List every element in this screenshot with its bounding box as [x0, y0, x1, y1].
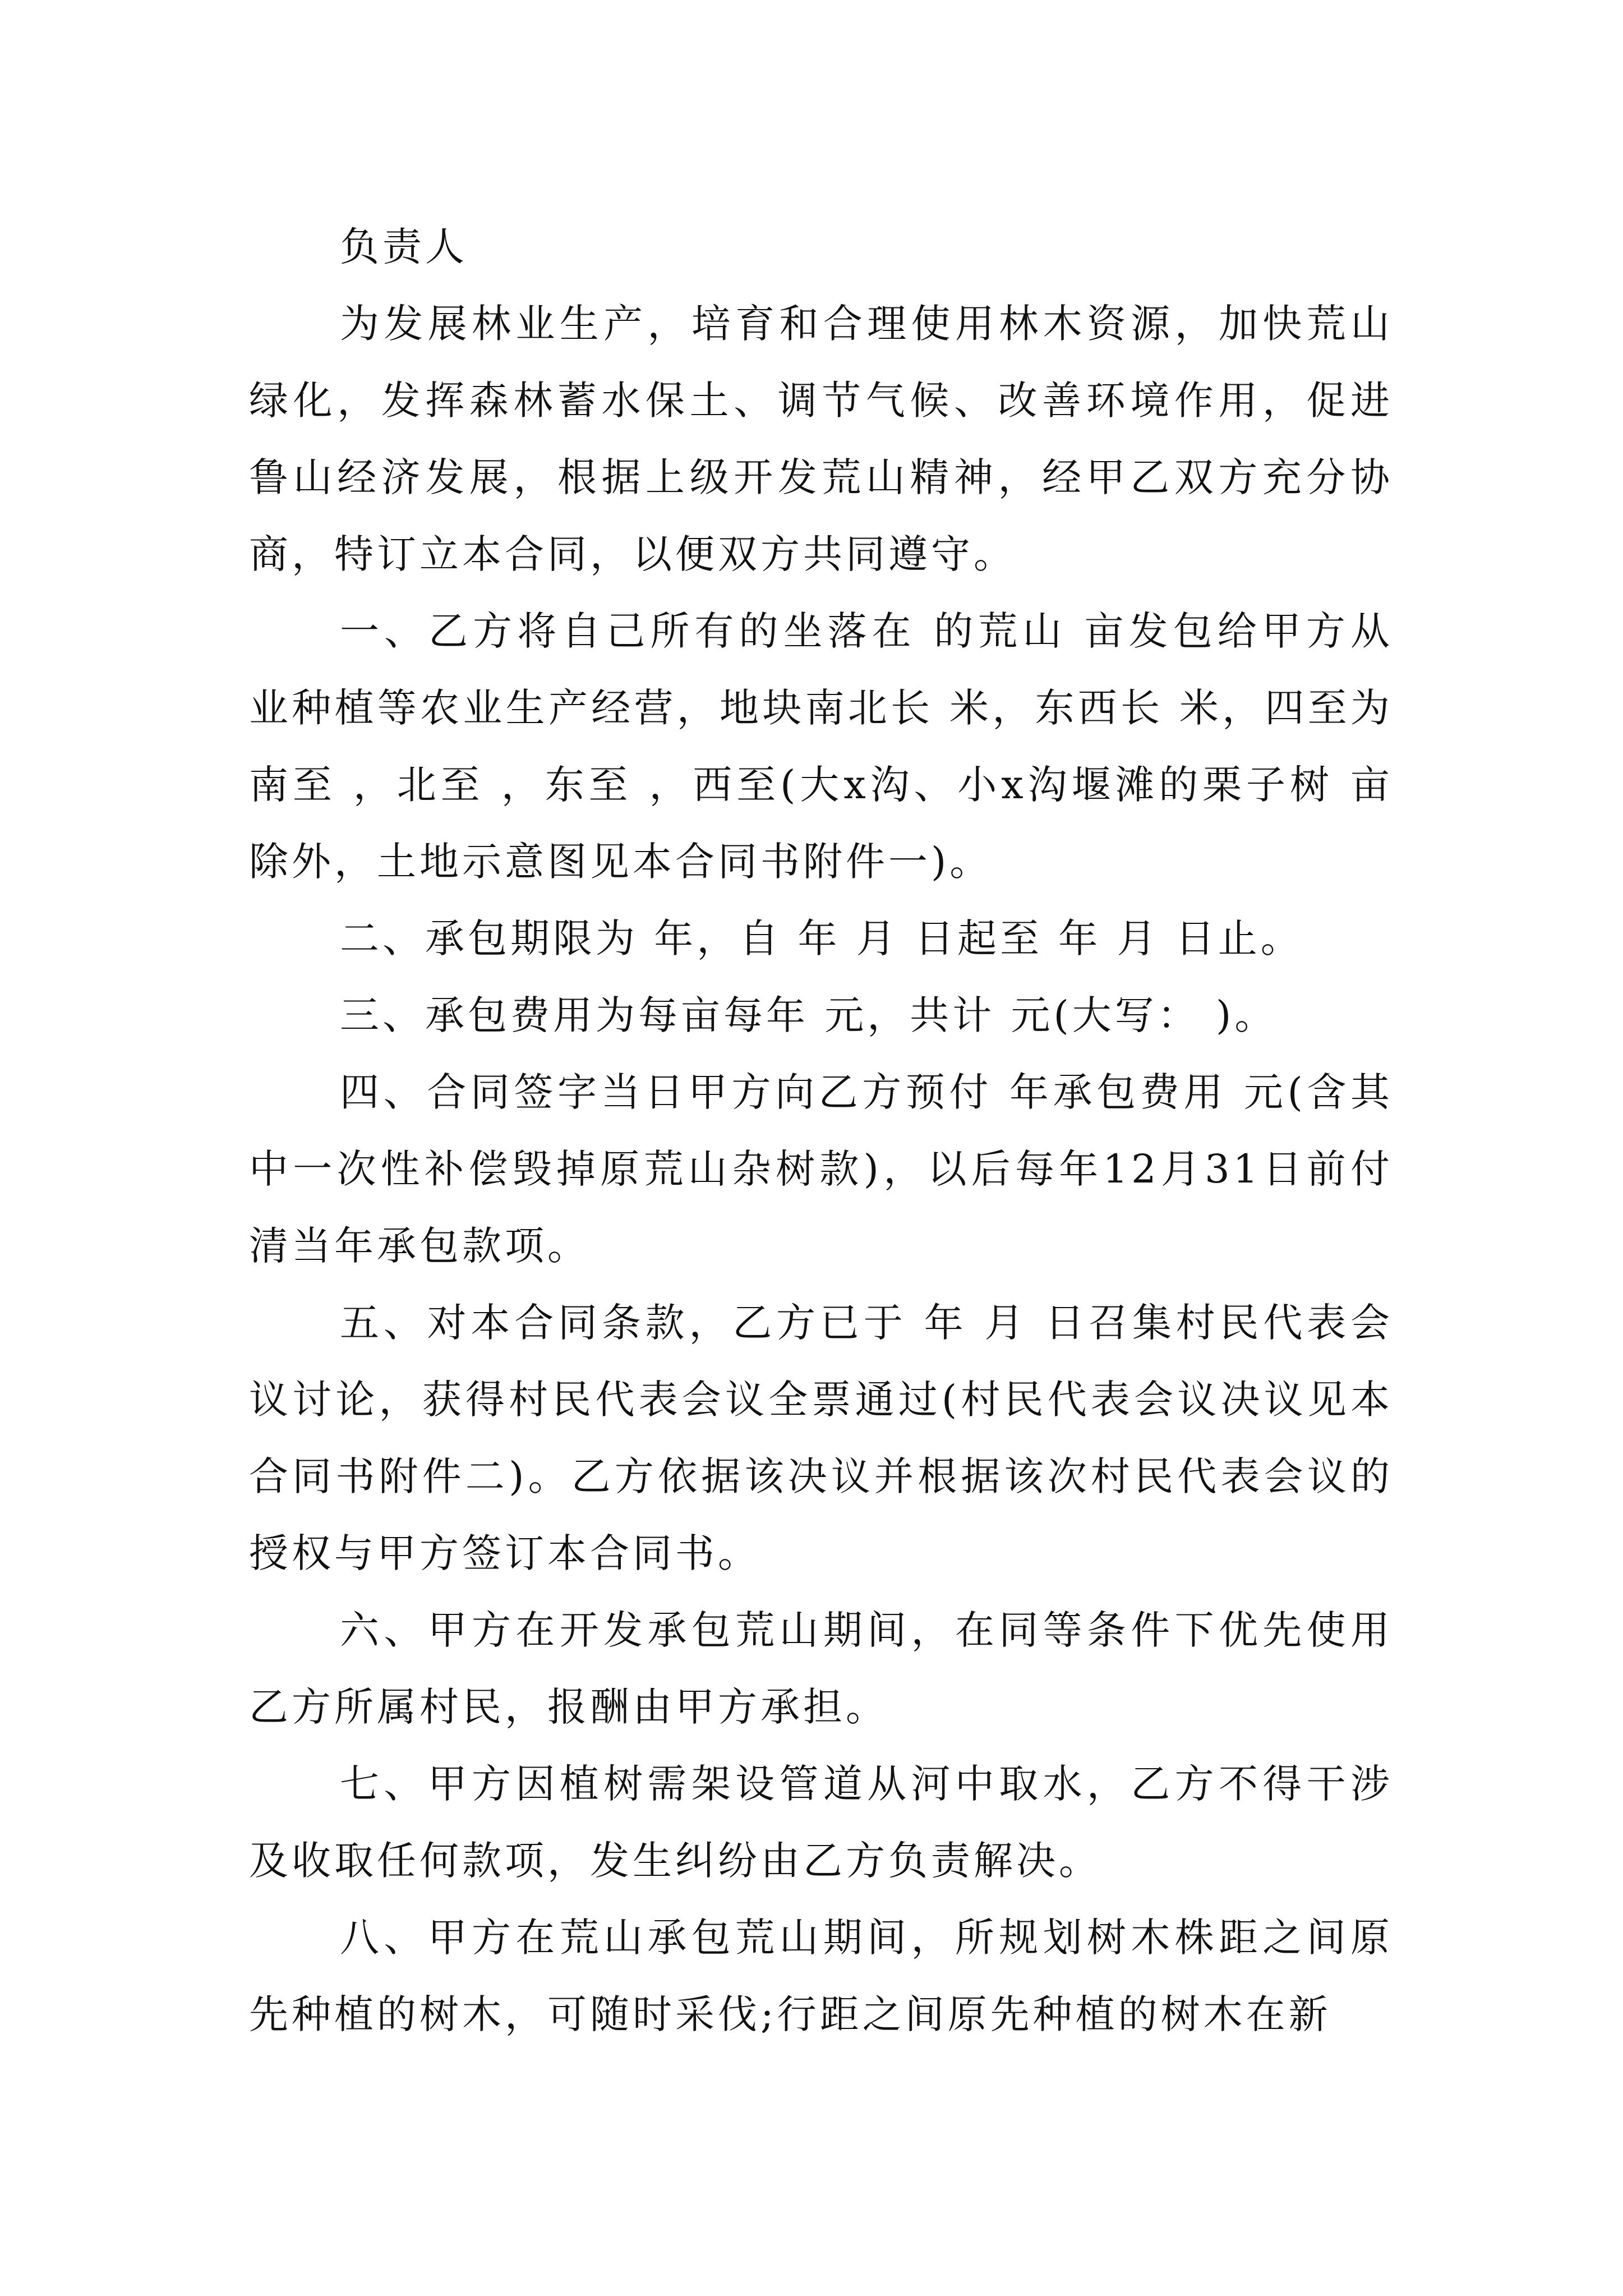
paragraph-clause-4: 四、合同签字当日甲方向乙方预付 年承包费用 元(含其中一次性补偿毁掉原荒山杂树款)，以后每年12月31日前付清当年承包款项。 — [249, 1069, 1393, 1269]
paragraph-clause-3: 三、承包费用为每亩每年 元，共计 元(大写： )。 — [340, 992, 1278, 1038]
paragraph-clause-1: 一、乙方将自己所有的坐落在 的荒山 亩发包给甲方从业种植等农业生产经营，地块南北长 米，东西长 米，四至为南至 ，北至 ，东至 ，西至(大x沟、小x沟堰滩的栗子树 亩除外，土地示意图见本合同书附件一)。 — [249, 608, 1393, 885]
document-body — [249, 209, 1393, 2053]
paragraph-clause-8: 八、甲方在荒山承包荒山期间，所规划树木株距之间原先种植的树木，可随时采伐;行距之间原先种植的树木在新 — [249, 1915, 1393, 2037]
paragraph-clause-7: 七、甲方因植树需架设管道从河中取水，乙方不得干涉及收取任何款项，发生纠纷由乙方负责解决。 — [249, 1761, 1393, 1884]
paragraph-clause-2: 二、承包期限为 年，自 年 月 日起至 年 月 日止。 — [340, 915, 1303, 961]
paragraph-preamble: 为发展林业生产，培育和合理使用林木资源，加快荒山绿化，发挥森林蓄水保土、调节气候、改善环境作用，促进鲁山经济发展，根据上级开发荒山精神，经甲乙双方充分协商，特订立本合同，以便双方共同遵守。 — [249, 301, 1393, 577]
paragraph-responsible-person: 负责人 — [340, 224, 468, 270]
paragraph-clause-6: 六、甲方在开发承包荒山期间，在同等条件下优先使用乙方所属村民，报酬由甲方承担。 — [249, 1607, 1393, 1730]
paragraph-clause-5: 五、对本合同条款，乙方已于 年 月 日召集村民代表会议讨论，获得村民代表会议全票通过(村民代表会议决议见本合同书附件二)。乙方依据该决议并根据该次村民代表会议的授权与甲方签订本合同书。 — [249, 1300, 1393, 1576]
